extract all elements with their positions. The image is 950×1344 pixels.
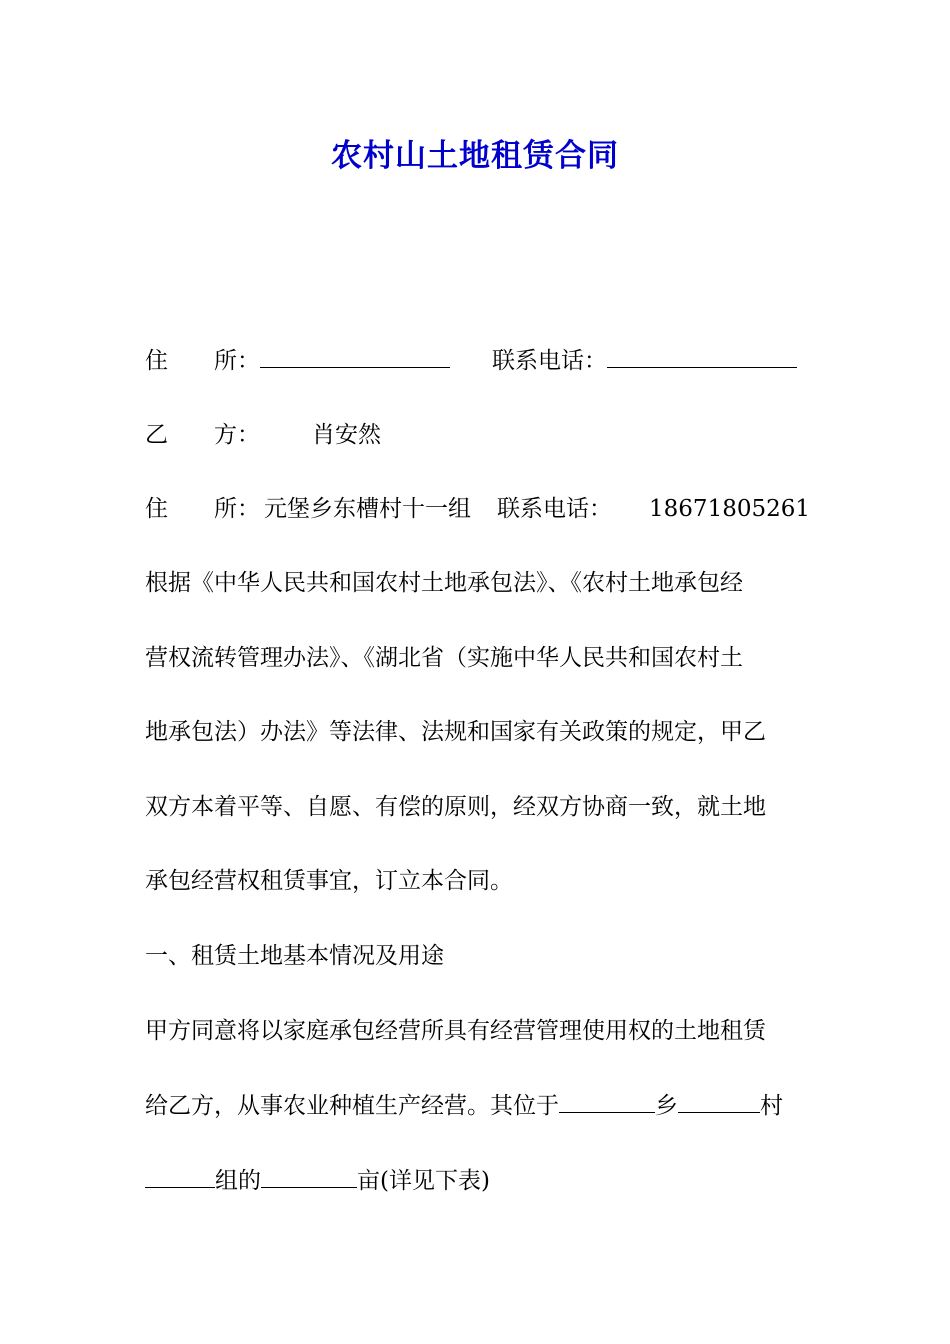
- party-a-contact-row: [145, 345, 810, 376]
- preamble-line: 双方本着平等、自愿、有偿的原则，经双方协商一致，就土地: [145, 794, 766, 820]
- preamble-line: 承包经营权租赁事宜，订立本合同。: [145, 868, 513, 894]
- group-label: 组的: [215, 1168, 261, 1194]
- party-b-address: 元堡乡东槽村十一组: [264, 496, 471, 522]
- section-heading: 一、租赁土地基本情况及用途: [145, 943, 444, 969]
- area-label: 亩(详见下表): [357, 1168, 490, 1194]
- township-blank: [559, 1090, 655, 1113]
- party-b-phone-label: 联系电话：: [497, 496, 612, 522]
- village-label: 村: [760, 1093, 783, 1119]
- party-b-contact-row: [145, 494, 810, 524]
- group-blank: [145, 1165, 215, 1188]
- section1-area-row: [145, 1165, 810, 1196]
- preamble-line: 地承包法）办法》等法律、法规和国家有关政策的规定，甲乙: [145, 719, 766, 745]
- party-b-address-label: 住 所：: [145, 496, 260, 522]
- village-blank: [678, 1090, 760, 1113]
- section1-text: 给乙方，从事农业种植生产经营。其位于: [145, 1093, 559, 1119]
- party-a-address-blank: [260, 345, 450, 368]
- party-b-phone: 18671805261: [649, 496, 810, 522]
- preamble-line: 根据《中华人民共和国农村土地承包法》、《农村土地承包经: [145, 570, 743, 596]
- party-a-phone-blank: [607, 345, 797, 368]
- party-b-row: [145, 420, 810, 450]
- township-label: 乡: [655, 1093, 678, 1119]
- party-a-phone-label: 联系电话：: [492, 348, 607, 374]
- document-title: 农村山土地租赁合同: [331, 138, 619, 174]
- preamble-line: 营权流转管理办法》、《湖北省（实施中华人民共和国农村土: [145, 645, 743, 671]
- section1-location-row: [145, 1090, 810, 1121]
- party-b-label: 乙 方：: [145, 422, 260, 448]
- party-a-address-label: 住 所：: [145, 348, 260, 374]
- section1-line: 甲方同意将以家庭承包经营所具有经营管理使用权的土地租赁: [145, 1018, 766, 1044]
- party-b-name: 肖安然: [312, 422, 381, 448]
- area-blank: [261, 1165, 357, 1188]
